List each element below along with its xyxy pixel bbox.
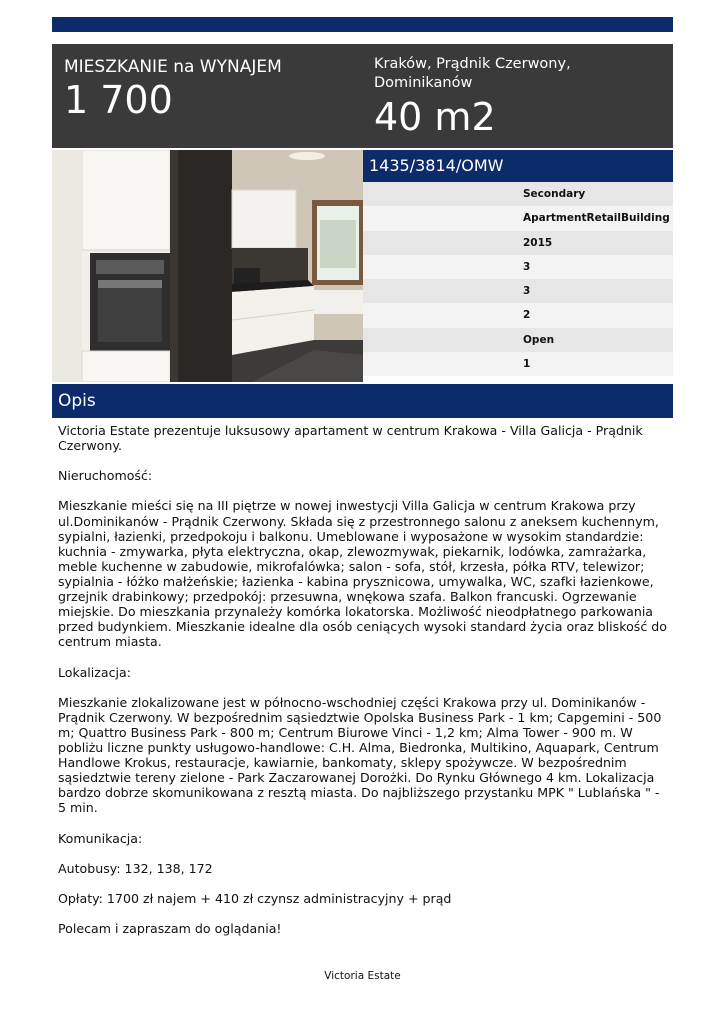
listing-type: MIESZKANIE na WYNAJEM (64, 57, 282, 77)
detail-value: 2015 (523, 236, 553, 249)
description-paragraph: Autobusy: 132, 138, 172 (58, 860, 213, 876)
detail-row (363, 231, 673, 255)
detail-row (363, 206, 673, 230)
detail-row (363, 328, 673, 352)
detail-value: 2 (523, 309, 531, 322)
header-right (374, 55, 669, 139)
kitchen-photo-illustration (52, 150, 363, 382)
detail-row (363, 182, 673, 206)
description-paragraph: Lokalizacja: (58, 664, 131, 680)
detail-value: 3 (523, 285, 531, 298)
listing-header (52, 44, 673, 148)
detail-row (363, 303, 673, 327)
reference-number: 1435/3814/OMW (363, 150, 673, 182)
description-paragraph: Nieruchomość: (58, 468, 153, 484)
description-paragraph: Victoria Estate prezentuje luksusowy apartament w centrum Krakowa - Villa Galicja - Prądnik Czerwony. (58, 423, 643, 454)
apartment-photo (52, 150, 363, 382)
top-accent-bar (52, 17, 673, 32)
detail-value: Secondary (523, 188, 586, 200)
listing-price: 1 700 (64, 78, 173, 122)
detail-row (363, 352, 673, 376)
description-paragraph: Mieszkanie mieści się na III piętrze w nowej inwestycji Villa Galicja w centrum Krakowa przy ul.Dominikanów - Prądnik Czerwony. Składa się z przestronnego salonu z aneksem kuchennym, sypialni, łazienki, przedpokoju i balkonu. Umeblowane i wyposażone w wysokim standardzie: kuchnia - zmywarka, płyta elektryczna, okap, zlewozmywak, piekarnik, lodówka, zamrażarka, meble kuchenne w zabudowie, mikrofalówka; salon - sofa, stół, krzesła, półka RTV, telewizor; sypialnia - łóżko małżeńskie; łazienka - kabina prysznicowa, umywalka, WC, szafki łazienkowe, grzejnik drabinkowy; przedpokój: przesuwna, wnękowa szafa. Balkon francuski. Ogrzewanie miejskie. Do mieszkania przynależy komórka lokatorska. Możliwość nieodpłatnego parkowania przed budynkiem. Mieszkanie idealne dla osób ceniących wysoki standard życia oraz bliskość do centrum miasta. (58, 498, 667, 650)
description-paragraph: Komunikacja: (58, 830, 143, 846)
description-paragraph: Opłaty: 1700 zł najem + 410 zł czynsz administracyjny + prąd (58, 890, 452, 906)
description-paragraph: Mieszkanie zlokalizowane jest w północno-wschodniej części Krakowa przy ul. Dominikanów - Prądnik Czerwony. W bezpośrednim sąsiedztwie Opolska Business Park - 1 km; Capgemini - 500 m; Quattro Business Park - 800 m; Centrum Biurowe Vinci - 1,2 km; Alma Tower - 900 m. W pobliżu liczne punkty usługowo-handlowe: C.H. Alma, Biedronka, Multikino, Aquapark, Centrum Handlowe Krokus, restauracje, kawiarnie, bankomaty, sklepy spożywcze. W bezpośrednim sąsiedztwie tereny zielone - Park Zaczarowanej Dorożki. Do Rynku Głównego 4 km. Lokalizacja bardzo dobrze skomunikowana z resztą miasta. Do najbliższego przystanku MPK " Lublańska " - 5 min. (58, 694, 662, 816)
description-body (58, 423, 670, 951)
description-heading (52, 384, 673, 418)
footer-company: Victoria Estate (324, 970, 401, 982)
description-heading-text: Opis (58, 391, 96, 411)
detail-value: 3 (523, 260, 531, 273)
listing-location: Kraków, Prądnik Czerwony, Dominikanów (374, 56, 571, 91)
detail-value: ApartmentRetailBuilding (523, 212, 670, 225)
listing-area: 40 m2 (374, 95, 496, 139)
detail-value: 1 (523, 358, 531, 371)
details-panel (363, 150, 673, 376)
detail-value: Open (523, 333, 555, 346)
header-left (64, 56, 354, 122)
detail-row (363, 279, 673, 303)
detail-row (363, 255, 673, 279)
description-paragraph: Polecam i zapraszam do oglądania! (58, 921, 282, 937)
